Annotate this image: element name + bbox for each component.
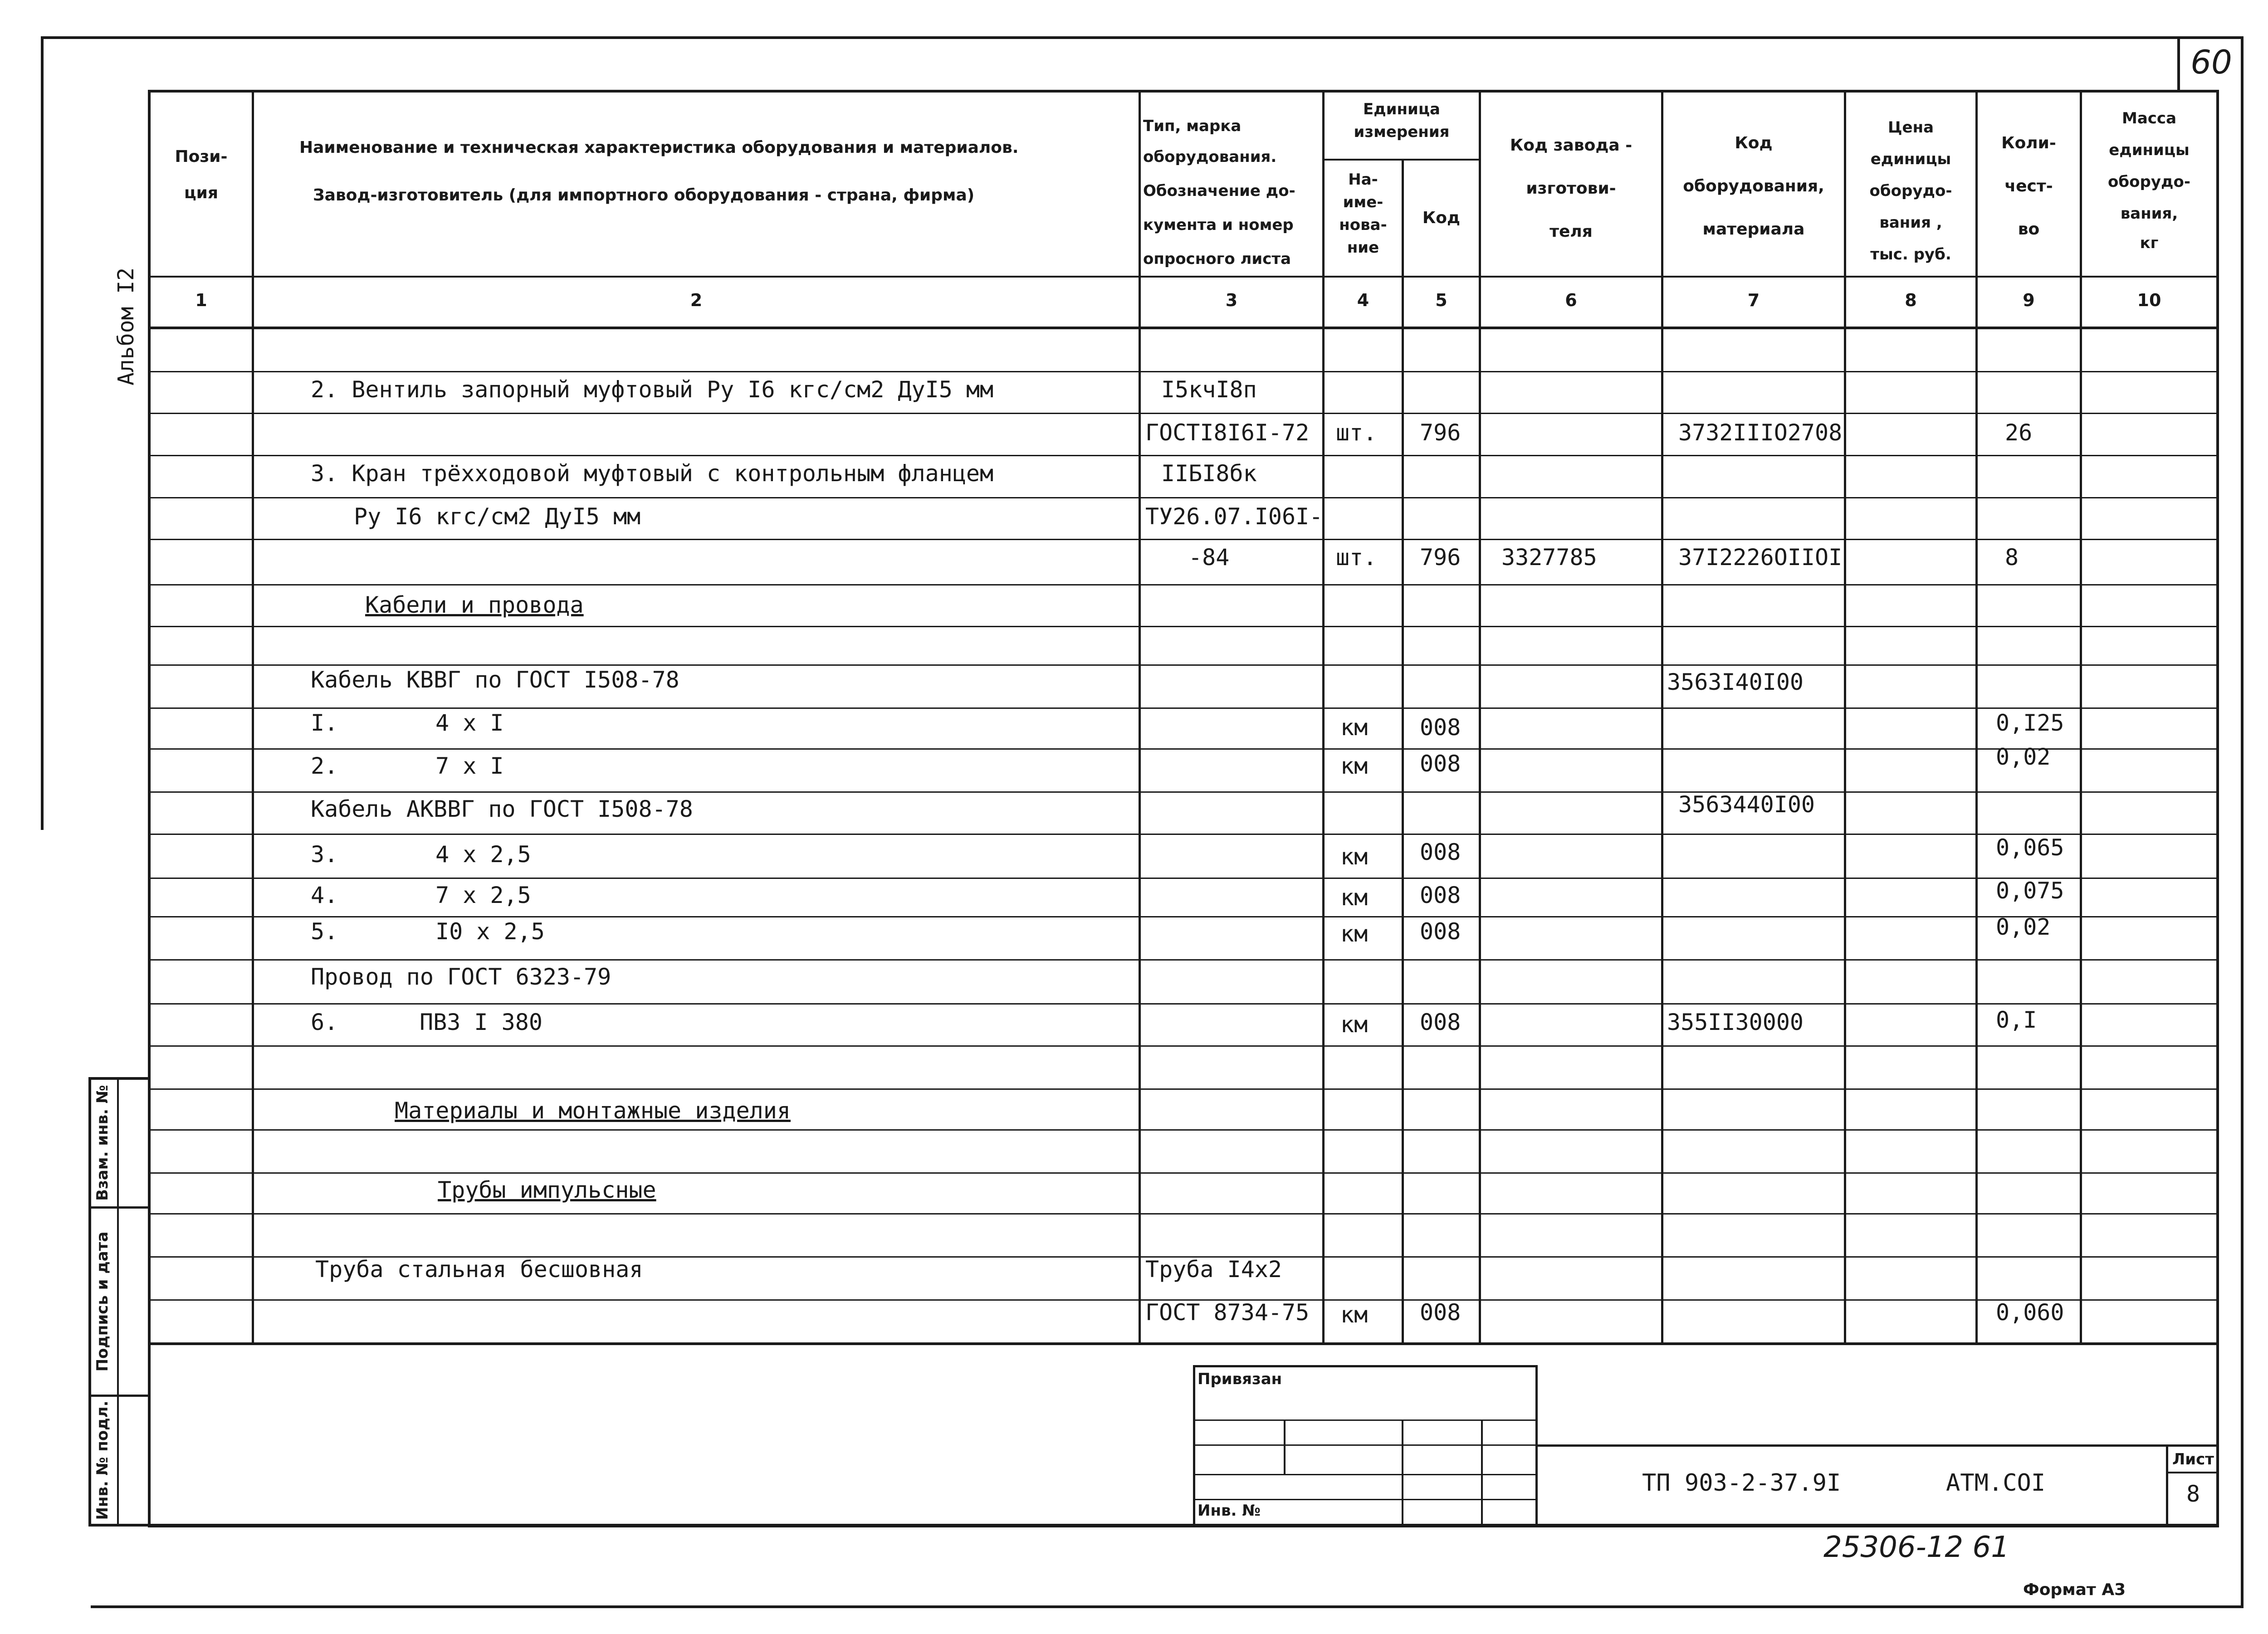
table-line: [150, 90, 2218, 93]
row-line: [150, 878, 2218, 879]
table-line: [150, 1524, 2218, 1527]
row-line: [150, 834, 2218, 835]
item-unit: км: [1340, 884, 1368, 911]
col-line: [2080, 90, 2082, 1345]
table-line: [150, 1342, 2218, 1345]
item-qty: 0,02: [1996, 744, 2051, 770]
item-pos: 5.: [311, 918, 338, 945]
row-line: [150, 664, 2218, 666]
item-qty: 26: [2005, 419, 2033, 446]
stamp-privyazan: Привязан: [1198, 1370, 1282, 1388]
item-pos: 2.: [311, 753, 338, 779]
item-type: ТУ26.07.I06I-: [1145, 503, 1323, 530]
item-unit-code: 008: [1420, 714, 1461, 741]
item-unit: км: [1340, 1011, 1368, 1038]
item-qty: 0,I: [1996, 1007, 2037, 1033]
section-heading: Материалы и монтажные изделия: [395, 1097, 791, 1124]
item-name: ПВЗ I 380: [420, 1009, 543, 1035]
handwritten-note: 25306-12 61: [1823, 1531, 2009, 1564]
item-qty: 0,I25: [1996, 710, 2064, 736]
col-line: [252, 90, 254, 1345]
row-line: [150, 707, 2218, 709]
sheet-label: Лист: [2172, 1450, 2214, 1468]
doc-mark: АТМ.СОI: [1946, 1469, 2046, 1497]
item-name: Кабель КВВГ по ГОСТ I508-78: [311, 667, 679, 693]
row-line: [150, 413, 2218, 414]
stamp-replace-inv: Взам. инв. №: [93, 1085, 112, 1201]
sheet-value: 8: [2186, 1481, 2200, 1507]
row-line: [150, 791, 2218, 793]
item-pos: 3.: [311, 841, 338, 868]
table-line: [1322, 159, 1481, 161]
item-type: IIБI8бк: [1161, 460, 1257, 487]
sheet-box: [2166, 1472, 2218, 1473]
item-name: 4 х I: [435, 710, 504, 736]
row-line: [150, 1172, 2218, 1174]
item-unit-code: 008: [1420, 918, 1461, 945]
item-type: I5кчI8п: [1161, 376, 1257, 403]
header-col-5: Код: [1422, 209, 1461, 227]
col-line: [1661, 90, 1663, 1345]
item-type: Труба I4х2: [1145, 1256, 1282, 1283]
row-line: [150, 1088, 2218, 1090]
item-qty: 0,065: [1996, 834, 2064, 861]
item-equip-code: 37I2226OIIOI: [1678, 544, 1843, 571]
frame-line: [91, 1605, 2244, 1608]
item-type: -84: [1188, 544, 1230, 571]
stamp-signature-date: Подпись и дата: [93, 1231, 112, 1372]
stamp-inv-original: Инв. № подл.: [93, 1400, 112, 1520]
row-line: [150, 748, 2218, 750]
frame-line: [117, 1077, 119, 1526]
frame-line: [88, 1206, 150, 1209]
doc-code: ТП 903-2-37.9I: [1642, 1469, 1841, 1497]
col-line: [1402, 159, 1404, 1345]
frame-line: [41, 36, 2243, 39]
item-name: 4 х 2,5: [435, 841, 531, 868]
item-unit-code: 008: [1420, 882, 1461, 908]
item-qty: 0,060: [1996, 1299, 2064, 1326]
item-unit: км: [1340, 1302, 1368, 1328]
item-pos: 6.: [311, 1009, 338, 1035]
section-heading: Трубы импульсные: [438, 1177, 656, 1203]
row-line: [150, 916, 2218, 917]
row-line: [150, 497, 2218, 498]
item-unit-code: 008: [1420, 839, 1461, 865]
item-unit-code: 796: [1420, 419, 1461, 446]
row-line: [150, 584, 2218, 585]
item-equip-code: 3563440I00: [1678, 791, 1815, 818]
row-line: [150, 539, 2218, 540]
stamp-inv: Инв. №: [1198, 1502, 1261, 1520]
item-unit: шт.: [1336, 419, 1377, 446]
item-equip-code: 355II30000: [1667, 1009, 1804, 1035]
item-equip-code: 3563I40I00: [1667, 669, 1804, 695]
item-unit-code: 008: [1420, 751, 1461, 777]
format-label: Формат А3: [2023, 1580, 2126, 1599]
item-pos: I.: [311, 710, 338, 736]
item-type: ГОСТI8I6I-72: [1145, 419, 1310, 446]
item-name: 7 х I: [435, 753, 504, 779]
item-name: Ру I6 кгс/см2 ДуI5 мм: [354, 503, 641, 530]
item-unit: км: [1340, 714, 1368, 741]
table-line: [150, 276, 2218, 278]
frame-line: [88, 1077, 150, 1080]
row-line: [150, 1213, 2218, 1215]
item-name: 3. Кран трёхходовой муфтовый с контрольным фланцем: [311, 460, 994, 487]
item-name: 2. Вентиль запорный муфтовый Ру I6 кгс/см2 ДуI5 мм: [311, 376, 994, 403]
item-equip-code: 3732IIIО2708: [1678, 419, 1843, 446]
col-line: [1844, 90, 1846, 1345]
item-unit-code: 796: [1420, 544, 1461, 571]
item-name: Кабель АКВВГ по ГОСТ I508-78: [311, 796, 693, 822]
item-qty: 0,075: [1996, 878, 2064, 904]
row-line: [150, 1045, 2218, 1047]
item-type: ГОСТ 8734-75: [1145, 1299, 1310, 1326]
item-unit-code: 008: [1420, 1299, 1461, 1326]
row-line: [150, 455, 2218, 456]
item-qty: 0,02: [1996, 914, 2051, 940]
row-line: [150, 1003, 2218, 1005]
col-line: [1479, 90, 1481, 1345]
frame-line: [2177, 36, 2180, 91]
frame-line: [41, 36, 44, 830]
row-line: [150, 959, 2218, 961]
item-name: I0 х 2,5: [435, 918, 545, 945]
frame-line: [2241, 36, 2244, 1608]
item-unit: км: [1340, 844, 1368, 870]
row-line: [150, 1129, 2218, 1131]
item-unit: км: [1340, 921, 1368, 947]
item-name: Труба стальная бесшовная: [315, 1256, 643, 1283]
table-line: [150, 327, 2218, 329]
item-unit-code: 008: [1420, 1009, 1461, 1035]
col-line: [1139, 90, 1141, 1345]
section-heading: Кабели и провода: [365, 592, 584, 618]
title-line: [1538, 1444, 2218, 1447]
table-line: [2216, 90, 2219, 1527]
row-line: [150, 626, 2218, 627]
item-qty: 8: [2005, 544, 2019, 571]
col-line: [1322, 90, 1325, 1345]
sheet-number-top: 60: [2190, 43, 2232, 81]
item-pos: 4.: [311, 882, 338, 908]
item-unit: км: [1340, 753, 1368, 779]
item-unit: шт.: [1336, 544, 1377, 571]
item-name: Провод по ГОСТ 6323-79: [311, 964, 611, 990]
item-name: 7 х 2,5: [435, 882, 531, 908]
row-line: [150, 371, 2218, 372]
album-label: Альбом I2: [113, 267, 139, 385]
item-factory-code: 3327785: [1501, 544, 1597, 571]
col-line: [1975, 90, 1978, 1345]
